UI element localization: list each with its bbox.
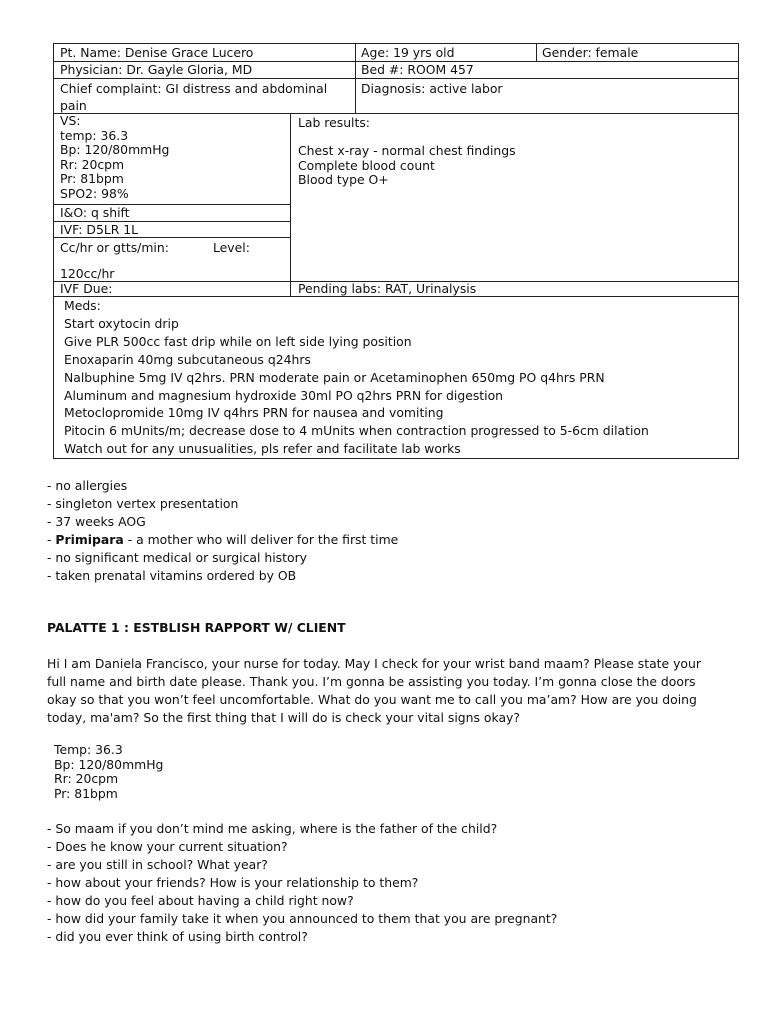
primipara-term: Primipara [55, 532, 124, 547]
lab-results-title: Lab results: [298, 115, 370, 130]
history-item: - no allergies [47, 478, 128, 493]
chief-complaint-line1: Chief complaint: GI distress and abdominal [60, 81, 328, 96]
paragraph-line: full name and birth date please. Thank you. I’m gonna be assisting you today. I’m gonna close the doors [47, 674, 696, 689]
med-item: Metoclopromide 10mg IV q4hrs PRN for nausea and vomiting [64, 405, 444, 421]
med-item: Watch out for any unusualities, pls refer and facilitate lab works [64, 441, 461, 457]
col-divider [536, 43, 537, 62]
ivf-due: IVF Due: [60, 281, 113, 296]
question-item: - are you still in school? What year? [47, 857, 268, 872]
patient-gender: Gender: female [542, 45, 639, 60]
meds-section [64, 297, 649, 458]
vs-heading: VS: [60, 113, 81, 128]
vs-bp: Bp: 120/80mmHg [60, 142, 170, 158]
vs-temp: temp: 36.3 [60, 127, 129, 143]
lab-item: Blood type O+ [298, 172, 389, 188]
lab-item: Complete blood count [298, 157, 435, 173]
table-border-left [53, 43, 54, 459]
chief-complaint-line2: pain [60, 98, 87, 113]
history-item: - 37 weeks AOG [47, 514, 146, 529]
history-item: - no significant medical or surgical history [47, 550, 307, 565]
vital-signs-list [60, 114, 169, 202]
pending-labs: Pending labs: RAT, Urinalysis [298, 281, 477, 296]
col-divider [290, 113, 291, 297]
med-item: Aluminum and magnesium hydroxide 30ml PO q2hrs PRN for digestion [64, 387, 504, 403]
lab-results-list [298, 144, 516, 188]
table-border-right [738, 43, 739, 459]
palatte-vital: Bp: 120/80mmHg [54, 756, 164, 772]
history-item: - taken prenatal vitamins ordered by OB [47, 568, 297, 583]
patient-age: Age: 19 yrs old [361, 45, 455, 60]
paragraph-line: okay so that you won’t feel uncomfortable. What do you want me to call you ma’am? How are you doing [47, 692, 697, 707]
diagnosis: Diagnosis: active labor [361, 81, 503, 96]
row-divider [53, 237, 290, 238]
meds-title: Meds: [64, 298, 101, 313]
physician: Physician: Dr. Gayle Gloria, MD [60, 62, 253, 77]
vs-pr: Pr: 81bpm [60, 171, 124, 187]
vs-rr: Rr: 20cpm [60, 156, 125, 172]
interview-questions [47, 820, 557, 946]
question-item: - So maam if you don’t mind me asking, where is the father of the child? [47, 821, 498, 836]
med-item: Pitocin 6 mUnits/m; decrease dose to 4 mUnits when contraction progressed to 5-6cm dilation [64, 423, 649, 439]
patient-name: Pt. Name: Denise Grace Lucero [60, 45, 254, 60]
med-item: Enoxaparin 40mg subcutaneous q24hrs [64, 351, 311, 367]
cc-value: 120cc/hr [60, 266, 115, 281]
question-item: - Does he know your current situation? [47, 839, 288, 854]
table-border-top [53, 43, 739, 44]
question-item: - how do you feel about having a child right now? [47, 893, 354, 908]
paragraph-line: today, ma'am? So the first thing that I will do is check your vital signs okay? [47, 710, 520, 725]
vs-spo2: SPO2: 98% [60, 185, 129, 201]
palatte-vital: Rr: 20cpm [54, 771, 119, 786]
ivf: IVF: D5LR 1L [60, 222, 139, 237]
med-item: Nalbuphine 5mg IV q2hrs. PRN moderate pain or Acetaminophen 650mg PO q4hrs PRN [64, 369, 605, 385]
row-divider [53, 78, 739, 79]
cc-label: Cc/hr or gtts/min: [60, 240, 169, 255]
primipara-definition: - a mother who will deliver for the first time [123, 532, 399, 547]
med-item: Give PLR 500cc fast drip while on left side lying position [64, 333, 412, 349]
lab-item: Chest x-ray - normal chest findings [298, 143, 516, 158]
level-label: Level: [213, 240, 250, 255]
io-schedule: I&O: q shift [60, 205, 130, 220]
paragraph-line: Hi I am Daniela Francisco, your nurse for today. May I check for your wrist band maam? Please state your [47, 656, 701, 671]
col-divider [355, 43, 356, 114]
palatte-heading: PALATTE 1 : ESTBLISH RAPPORT W/ CLIENT [47, 620, 346, 635]
history-item-primipara [47, 531, 398, 549]
med-item: Start oxytocin drip [64, 315, 179, 331]
primipara-prefix: - [47, 532, 56, 547]
palatte-vital: Pr: 81bpm [54, 785, 118, 801]
history-item: - singleton vertex presentation [47, 496, 239, 511]
palatte-vital: Temp: 36.3 [54, 742, 123, 757]
question-item: - did you ever think of using birth control? [47, 929, 308, 944]
question-item: - how did your family take it when you announced to them that you are pregnant? [47, 911, 558, 926]
history-list [47, 477, 398, 585]
question-item: - how about your friends? How is your relationship to them? [47, 875, 419, 890]
bed-number: Bed #: ROOM 457 [361, 62, 474, 77]
palatte-vitals [54, 743, 163, 801]
rapport-paragraph [47, 655, 701, 727]
